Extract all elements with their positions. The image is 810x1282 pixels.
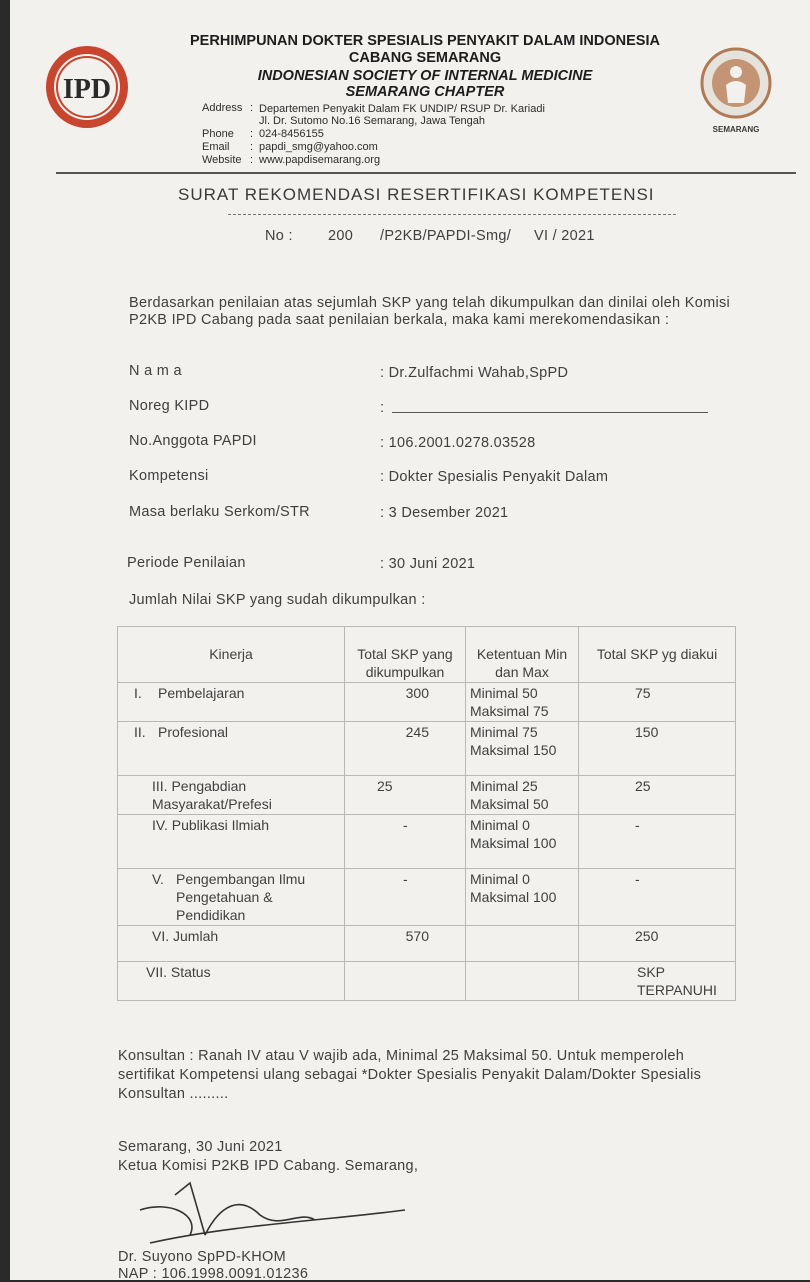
signer-name: Dr. Suyono SpPD-KHOM [118, 1249, 286, 1265]
row-number: II. [134, 724, 146, 740]
row-diakui: - [579, 815, 736, 869]
field-value-periode: : 30 Juni 2021 [380, 556, 476, 572]
signature [130, 1175, 410, 1250]
intro-paragraph: Berdasarkan penilaian atas sejumlah SKP yang telah dikumpulkan dan dinilai oleh Komisi P2KB IPD Cabang pada saat penilaian berkala, maka kami merekomendasikan : [129, 295, 731, 328]
row-diakui: - [579, 869, 736, 926]
row-total: 570 [345, 926, 466, 962]
org-branch: CABANG SEMARANG [348, 50, 502, 66]
field-label-periode: Periode Penilaian [127, 555, 246, 571]
header-divider [56, 172, 796, 174]
table-row [118, 926, 736, 962]
title-underline [228, 214, 676, 215]
table-header-kinerja: Kinerja [118, 627, 345, 683]
field-value-masa-berlaku: : 3 Desember 2021 [380, 505, 509, 521]
row-ketentuan [466, 926, 579, 962]
phone-label: Phone [202, 128, 234, 140]
table-header-diakui: Total SKP yg diakui [579, 627, 736, 683]
closing-place-date: Semarang, 30 Juni 2021 [118, 1139, 283, 1155]
row-ketentuan [466, 962, 579, 1001]
field-value-nama: : Dr.Zulfachmi Wahab,SpPD [380, 365, 569, 381]
row-diakui: 150 [579, 722, 736, 776]
field-label-anggota: No.Anggota PAPDI [129, 433, 257, 449]
row-kinerja: Status [170, 964, 211, 980]
row-diakui: 75 [579, 683, 736, 722]
table-header-total: Total SKP yang dikumpulkan [345, 627, 466, 683]
row-total [345, 962, 466, 1001]
row-kinerja: Pengabdian Masyarakat/Prefesi [152, 778, 272, 812]
logo-left-text: IPD [62, 74, 112, 105]
org-name: PERHIMPUNAN DOKTER SPESIALIS PENYAKIT DALAM INDONESIA [190, 33, 660, 49]
address-label: Address [202, 102, 243, 114]
row-number: I. [134, 685, 142, 701]
noreg-blank-line [392, 412, 708, 413]
signer-nap: NAP : 106.1998.0091.01236 [118, 1266, 309, 1282]
row-ketentuan: Minimal 0 Maksimal 100 [466, 815, 579, 869]
row-kinerja: Publikasi Ilmiah [171, 817, 269, 833]
closing-position: Ketua Komisi P2KB IPD Cabang. Semarang, [118, 1158, 419, 1174]
row-total: 245 [345, 722, 466, 776]
table-row [118, 869, 736, 926]
logo-right-text: SEMARANG [712, 125, 760, 133]
row-total: - [345, 869, 466, 926]
table-row [118, 962, 736, 1001]
row-number: VI. [152, 928, 170, 944]
row-ketentuan: Minimal 75 Maksimal 150 [466, 722, 579, 776]
letter-number-date: VI / 2021 [534, 228, 595, 244]
row-diakui: SKP TERPANUHI [579, 962, 736, 1001]
letter-number-label: No : [265, 228, 293, 244]
row-number: IV. [152, 817, 168, 833]
row-ketentuan: Minimal 25 Maksimal 50 [466, 776, 579, 815]
papdi-semarang-logo-icon [693, 47, 779, 133]
skp-table [117, 626, 736, 1001]
table-row [118, 722, 736, 776]
row-ketentuan: Minimal 50 Maksimal 75 [466, 683, 579, 722]
phone-value: 024-8456155 [259, 128, 324, 140]
website-label: Website [202, 154, 242, 166]
row-number: VII. [146, 964, 168, 980]
consultant-note: Konsultan : Ranah IV atau V wajib ada, Minimal 25 Maksimal 50. Untuk memperoleh sertifikat Kompetensi ulang sebagai *Dokter Spesialis Penyakit Dalam/Dokter Spesialis Konsultan ......... [118, 1048, 702, 1102]
field-label-nama: N a m a [129, 363, 182, 379]
field-label-noreg: Noreg KIPD [129, 398, 210, 414]
table-header-row [118, 627, 736, 683]
row-diakui: 25 [579, 776, 736, 815]
table-row [118, 815, 736, 869]
row-ketentuan: Minimal 0 Maksimal 100 [466, 869, 579, 926]
row-kinerja: Jumlah [173, 928, 219, 944]
table-intro: Jumlah Nilai SKP yang sudah dikumpulkan : [129, 592, 426, 608]
field-label-masa-berlaku: Masa berlaku Serkom/STR [129, 504, 310, 520]
email-label: Email [202, 141, 230, 153]
field-value-anggota: : 106.2001.0278.03528 [380, 435, 536, 451]
row-diakui: 250 [579, 926, 736, 962]
email-value: papdi_smg@yahoo.com [259, 141, 378, 153]
row-total: 300 [345, 683, 466, 722]
address-line2: Jl. Dr. Sutomo No.16 Semarang, Jawa Tengah [259, 115, 486, 127]
table-header-ketentuan: Ketentuan Min dan Max [466, 627, 579, 683]
ipd-logo-icon [44, 44, 130, 130]
row-number: III. [152, 778, 168, 794]
row-kinerja: Profesional [158, 724, 229, 740]
row-total: 25 [345, 776, 466, 815]
table-row [118, 776, 736, 815]
field-value-noreg: : [380, 400, 385, 416]
letter-number-suffix: /P2KB/PAPDI-Smg/ [380, 228, 512, 244]
row-number: V. [152, 871, 164, 887]
row-kinerja: Pembelajaran [158, 685, 245, 701]
row-kinerja: Pengembangan Ilmu Pengetahuan & Pendidikan [176, 871, 306, 923]
website-value: www.papdisemarang.org [259, 154, 381, 166]
field-value-kompetensi: : Dokter Spesialis Penyakit Dalam [380, 469, 609, 485]
field-label-kompetensi: Kompetensi [129, 468, 209, 484]
org-name-en: INDONESIAN SOCIETY OF INTERNAL MEDICINE [257, 68, 593, 84]
address-line1: Departemen Penyakit Dalam FK UNDIP/ RSUP Dr. Kariadi [259, 103, 545, 115]
letter-title: SURAT REKOMENDASI RESERTIFIKASI KOMPETENSI [178, 185, 655, 204]
letter-number: 200 [328, 228, 354, 244]
row-total: - [345, 815, 466, 869]
org-chapter-en: SEMARANG CHAPTER [345, 84, 505, 100]
table-row [118, 683, 736, 722]
